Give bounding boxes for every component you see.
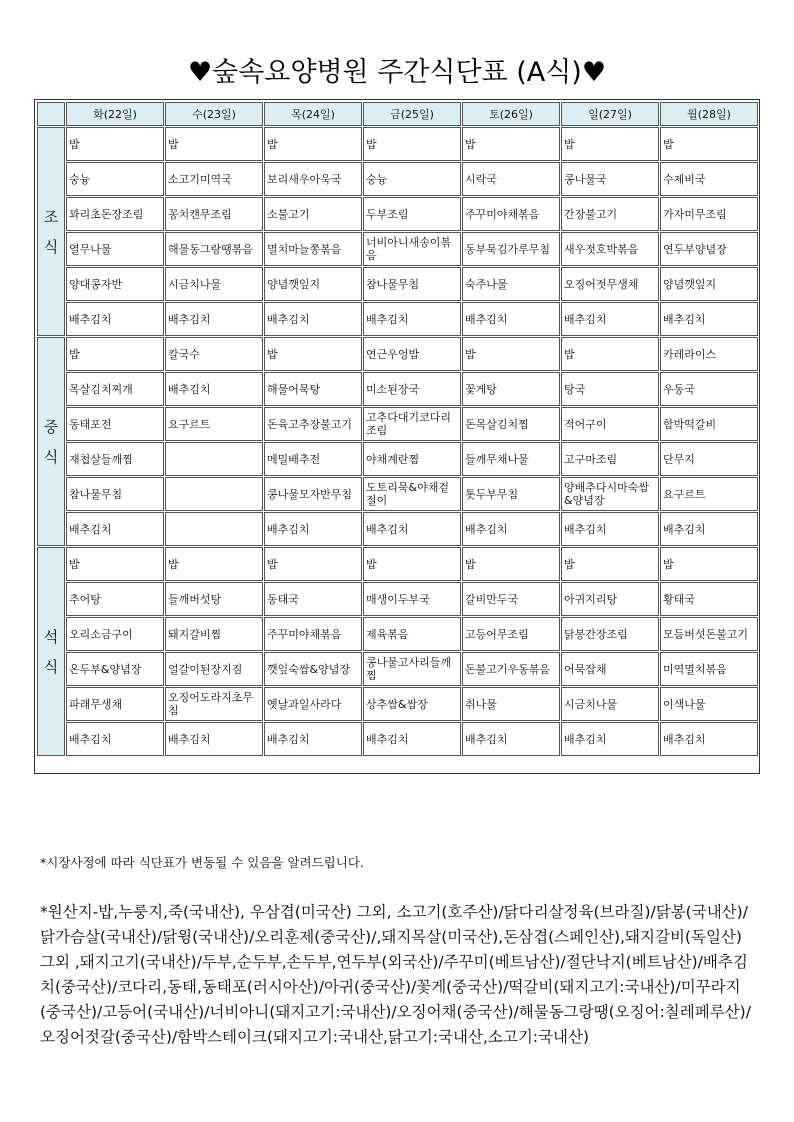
menu-cell: 배추김치 [165, 372, 263, 406]
menu-cell: 숭늉 [66, 162, 164, 196]
menu-cell: 우동국 [660, 372, 758, 406]
menu-cell: 들깨무채나물 [462, 442, 560, 476]
menu-cell: 양배추다시마숙쌈&양념장 [561, 477, 659, 511]
menu-cell: 고추다대기코다리조림 [363, 407, 461, 441]
menu-cell: 온두부&양념장 [66, 652, 164, 686]
menu-cell: 배추김치 [66, 722, 164, 756]
table-row [37, 722, 758, 756]
menu-cell: 파래무생채 [66, 687, 164, 721]
menu-cell: 두부조림 [363, 197, 461, 231]
menu-cell: 매생이두부국 [363, 582, 461, 616]
menu-cell: 돈육고추장불고기 [264, 407, 362, 441]
menu-cell: 배추김치 [66, 302, 164, 336]
menu-cell: 동태국 [264, 582, 362, 616]
table-header-row [37, 102, 758, 126]
menu-cell: 배추김치 [264, 722, 362, 756]
day-header: 월(28일) [660, 102, 758, 126]
menu-cell: 배추김치 [165, 302, 263, 336]
menu-cell: 상추쌈&쌈장 [363, 687, 461, 721]
menu-cell: 돈불고기우동볶음 [462, 652, 560, 686]
day-header: 일(27일) [561, 102, 659, 126]
menu-cell: 소고기미역국 [165, 162, 263, 196]
menu-cell: 밥 [660, 547, 758, 581]
menu-cell: 배추김치 [264, 302, 362, 336]
menu-cell: 시금치나물 [165, 267, 263, 301]
table-row [37, 582, 758, 616]
menu-cell: 동부묵김가루무침 [462, 232, 560, 266]
day-header: 화(22일) [66, 102, 164, 126]
meal-label: 조식 [43, 207, 59, 256]
menu-cell: 얼갈이된장지짐 [165, 652, 263, 686]
menu-cell: 제육볶음 [363, 617, 461, 651]
table-row [37, 337, 758, 371]
menu-cell: 콩나물고사리들깨찜 [363, 652, 461, 686]
menu-cell: 미소된장국 [363, 372, 461, 406]
menu-cell: 배추김치 [660, 302, 758, 336]
menu-cell: 밥 [462, 337, 560, 371]
menu-cell: 오리소금구이 [66, 617, 164, 651]
table-row [37, 302, 758, 336]
menu-cell: 양대콩자반 [66, 267, 164, 301]
menu-cell: 꽈리초돈장조림 [66, 197, 164, 231]
menu-cell: 미역멸치볶음 [660, 652, 758, 686]
menu-cell: 밥 [264, 337, 362, 371]
table-row [37, 232, 758, 266]
table-row [37, 687, 758, 721]
menu-cell: 배추김치 [561, 302, 659, 336]
menu-cell: 배추김치 [363, 512, 461, 546]
day-header: 금(25일) [363, 102, 461, 126]
menu-cell: 밥 [462, 127, 560, 161]
menu-cell: 돼지갈비찜 [165, 617, 263, 651]
table-row [37, 372, 758, 406]
table-row [37, 442, 758, 476]
menu-cell: 아귀지리탕 [561, 582, 659, 616]
menu-cell: 꽁치캔무조림 [165, 197, 263, 231]
menu-cell: 시금치나물 [561, 687, 659, 721]
menu-cell: 배추김치 [264, 512, 362, 546]
day-header: 수(23일) [165, 102, 263, 126]
menu-cell: 적어구이 [561, 407, 659, 441]
menu-cell: 톳두부무침 [462, 477, 560, 511]
menu-cell: 밥 [363, 127, 461, 161]
page-title: ♥숲속요양병원 주간식단표 (A식)♥ [187, 57, 607, 88]
menu-cell: 배추김치 [561, 512, 659, 546]
meal-label-cell [37, 127, 65, 336]
menu-cell: 시락국 [462, 162, 560, 196]
menu-cell: 이색나물 [660, 687, 758, 721]
menu-cell: 콩나물모자반무침 [264, 477, 362, 511]
menu-cell: 멸치마늘쫑볶음 [264, 232, 362, 266]
menu-cell: 해물어묵탕 [264, 372, 362, 406]
menu-cell: 동태포전 [66, 407, 164, 441]
menu-cell: 참나물무침 [66, 477, 164, 511]
menu-cell: 옛날과일사라다 [264, 687, 362, 721]
menu-cell: 추어탕 [66, 582, 164, 616]
menu-cell: 주꾸미야채볶음 [462, 197, 560, 231]
day-header: 토(26일) [462, 102, 560, 126]
menu-grid [36, 101, 759, 757]
menu-cell: 밥 [561, 547, 659, 581]
menu-cell: 배추김치 [660, 512, 758, 546]
table-row [37, 547, 758, 581]
day-header: 목(24일) [264, 102, 362, 126]
menu-cell: 연근우엉밥 [363, 337, 461, 371]
menu-cell: 너비아니새송이볶음 [363, 232, 461, 266]
menu-cell: 함박떡갈비 [660, 407, 758, 441]
menu-cell: 깻잎숙쌈&양념장 [264, 652, 362, 686]
menu-cell: 배추김치 [561, 722, 659, 756]
menu-cell: 단무지 [660, 442, 758, 476]
menu-cell: 오징어도라지초무침 [165, 687, 263, 721]
table-row [37, 512, 758, 546]
menu-cell: 간장불고기 [561, 197, 659, 231]
menu-cell: 가자미무조림 [660, 197, 758, 231]
menu-cell: 탕국 [561, 372, 659, 406]
menu-cell: 연두부양념장 [660, 232, 758, 266]
menu-cell: 밥 [561, 337, 659, 371]
menu-cell: 갈비만두국 [462, 582, 560, 616]
menu-cell: 밥 [561, 127, 659, 161]
menu-cell: 숭늉 [363, 162, 461, 196]
meal-label-cell [37, 337, 65, 546]
menu-cell: 고구마조림 [561, 442, 659, 476]
menu-cell: 취나물 [462, 687, 560, 721]
menu-cell: 메밀배추전 [264, 442, 362, 476]
menu-cell: 숙주나물 [462, 267, 560, 301]
weekly-menu-table [34, 99, 760, 774]
menu-cell: 밥 [660, 127, 758, 161]
market-notice: *시장사정에 따라 식단표가 변동될 수 있음을 알려드립니다. [40, 855, 364, 870]
menu-cell: 재첩살들깨찜 [66, 442, 164, 476]
menu-cell: 밥 [165, 127, 263, 161]
table-row [37, 267, 758, 301]
menu-cell: 열무나물 [66, 232, 164, 266]
meal-label-cell [37, 547, 65, 756]
menu-cell: 닭봉간장조림 [561, 617, 659, 651]
menu-cell: 참나물무침 [363, 267, 461, 301]
menu-cell: 밥 [66, 337, 164, 371]
table-row [37, 652, 758, 686]
menu-cell: 새우젓호박볶음 [561, 232, 659, 266]
menu-cell: 배추김치 [462, 512, 560, 546]
menu-cell: 배추김치 [165, 722, 263, 756]
menu-cell: 해물동그랑땡볶음 [165, 232, 263, 266]
table-corner-cell [37, 102, 65, 126]
menu-cell: 목살김치찌개 [66, 372, 164, 406]
menu-cell: 배추김치 [66, 512, 164, 546]
menu-cell: 밥 [462, 547, 560, 581]
menu-cell: 배추김치 [363, 302, 461, 336]
menu-cell: 배추김치 [462, 722, 560, 756]
menu-cell [165, 477, 263, 511]
menu-cell: 야채계란찜 [363, 442, 461, 476]
menu-cell: 밥 [66, 127, 164, 161]
menu-cell: 수제비국 [660, 162, 758, 196]
menu-cell: 요구르트 [660, 477, 758, 511]
menu-cell: 보리새우아욱국 [264, 162, 362, 196]
menu-cell: 도토리묵&야채겉절이 [363, 477, 461, 511]
table-row [37, 127, 758, 161]
origin-notice: *원산지-밥,누룽지,죽(국내산), 우삼겹(미국산) 그외, 소고기(호주산)/닭다리살정육(브라질)/닭봉(국내산)/닭가슴살(국내산)/닭윙(국내산)/오리훈제(중국산)/,돼지목살(미국산),돈삼겹(스페인산),돼지갈비(독일산) 그외 ,돼지고기(국내산)/두부,순두부,손두부,연두부(외국산)/주꾸미(베트남산)/절단낙지(베트남산)/배추김치(중국산)/코다리,동태,동태포(러시아산)/아귀(중국산)/꽃게(중국산)/떡갈비(돼지고기:국내산)/미꾸라지(중국산)/고등어(국내산)/너비아니(돼지고기:국내산)/오징어채(중국산)/해물동그랑땡(오징어:칠레페루산)/오징어젓갈(중국산)/함박스테이크(돼지고기:국내산,닭고기:국내산,소고기:국내산) [40, 903, 751, 1046]
menu-cell: 카레라이스 [660, 337, 758, 371]
menu-cell: 배추김치 [462, 302, 560, 336]
table-row [37, 162, 758, 196]
menu-cell: 요구르트 [165, 407, 263, 441]
menu-cell: 밥 [363, 547, 461, 581]
menu-cell: 밥 [264, 547, 362, 581]
table-row [37, 197, 758, 231]
menu-cell [165, 512, 263, 546]
meal-label: 석식 [43, 627, 59, 676]
menu-cell [165, 442, 263, 476]
meal-label: 중식 [43, 417, 59, 466]
menu-cell: 황태국 [660, 582, 758, 616]
menu-cell: 양념깻잎지 [264, 267, 362, 301]
menu-cell: 양념깻잎지 [660, 267, 758, 301]
menu-cell: 고등어무조림 [462, 617, 560, 651]
menu-cell: 밥 [165, 547, 263, 581]
table-row [37, 617, 758, 651]
menu-cell: 어묵잡채 [561, 652, 659, 686]
menu-cell: 밥 [264, 127, 362, 161]
menu-cell: 꽃게탕 [462, 372, 560, 406]
menu-cell: 모듬버섯돈불고기 [660, 617, 758, 651]
table-row [37, 477, 758, 511]
table-row [37, 407, 758, 441]
menu-cell: 주꾸미야채볶음 [264, 617, 362, 651]
menu-cell: 칼국수 [165, 337, 263, 371]
menu-cell: 들깨버섯탕 [165, 582, 263, 616]
menu-cell: 배추김치 [363, 722, 461, 756]
menu-cell: 밥 [66, 547, 164, 581]
menu-cell: 배추김치 [660, 722, 758, 756]
menu-cell: 소불고기 [264, 197, 362, 231]
menu-cell: 돈목살김치찜 [462, 407, 560, 441]
menu-cell: 콩나물국 [561, 162, 659, 196]
menu-cell: 오징어젓무생채 [561, 267, 659, 301]
